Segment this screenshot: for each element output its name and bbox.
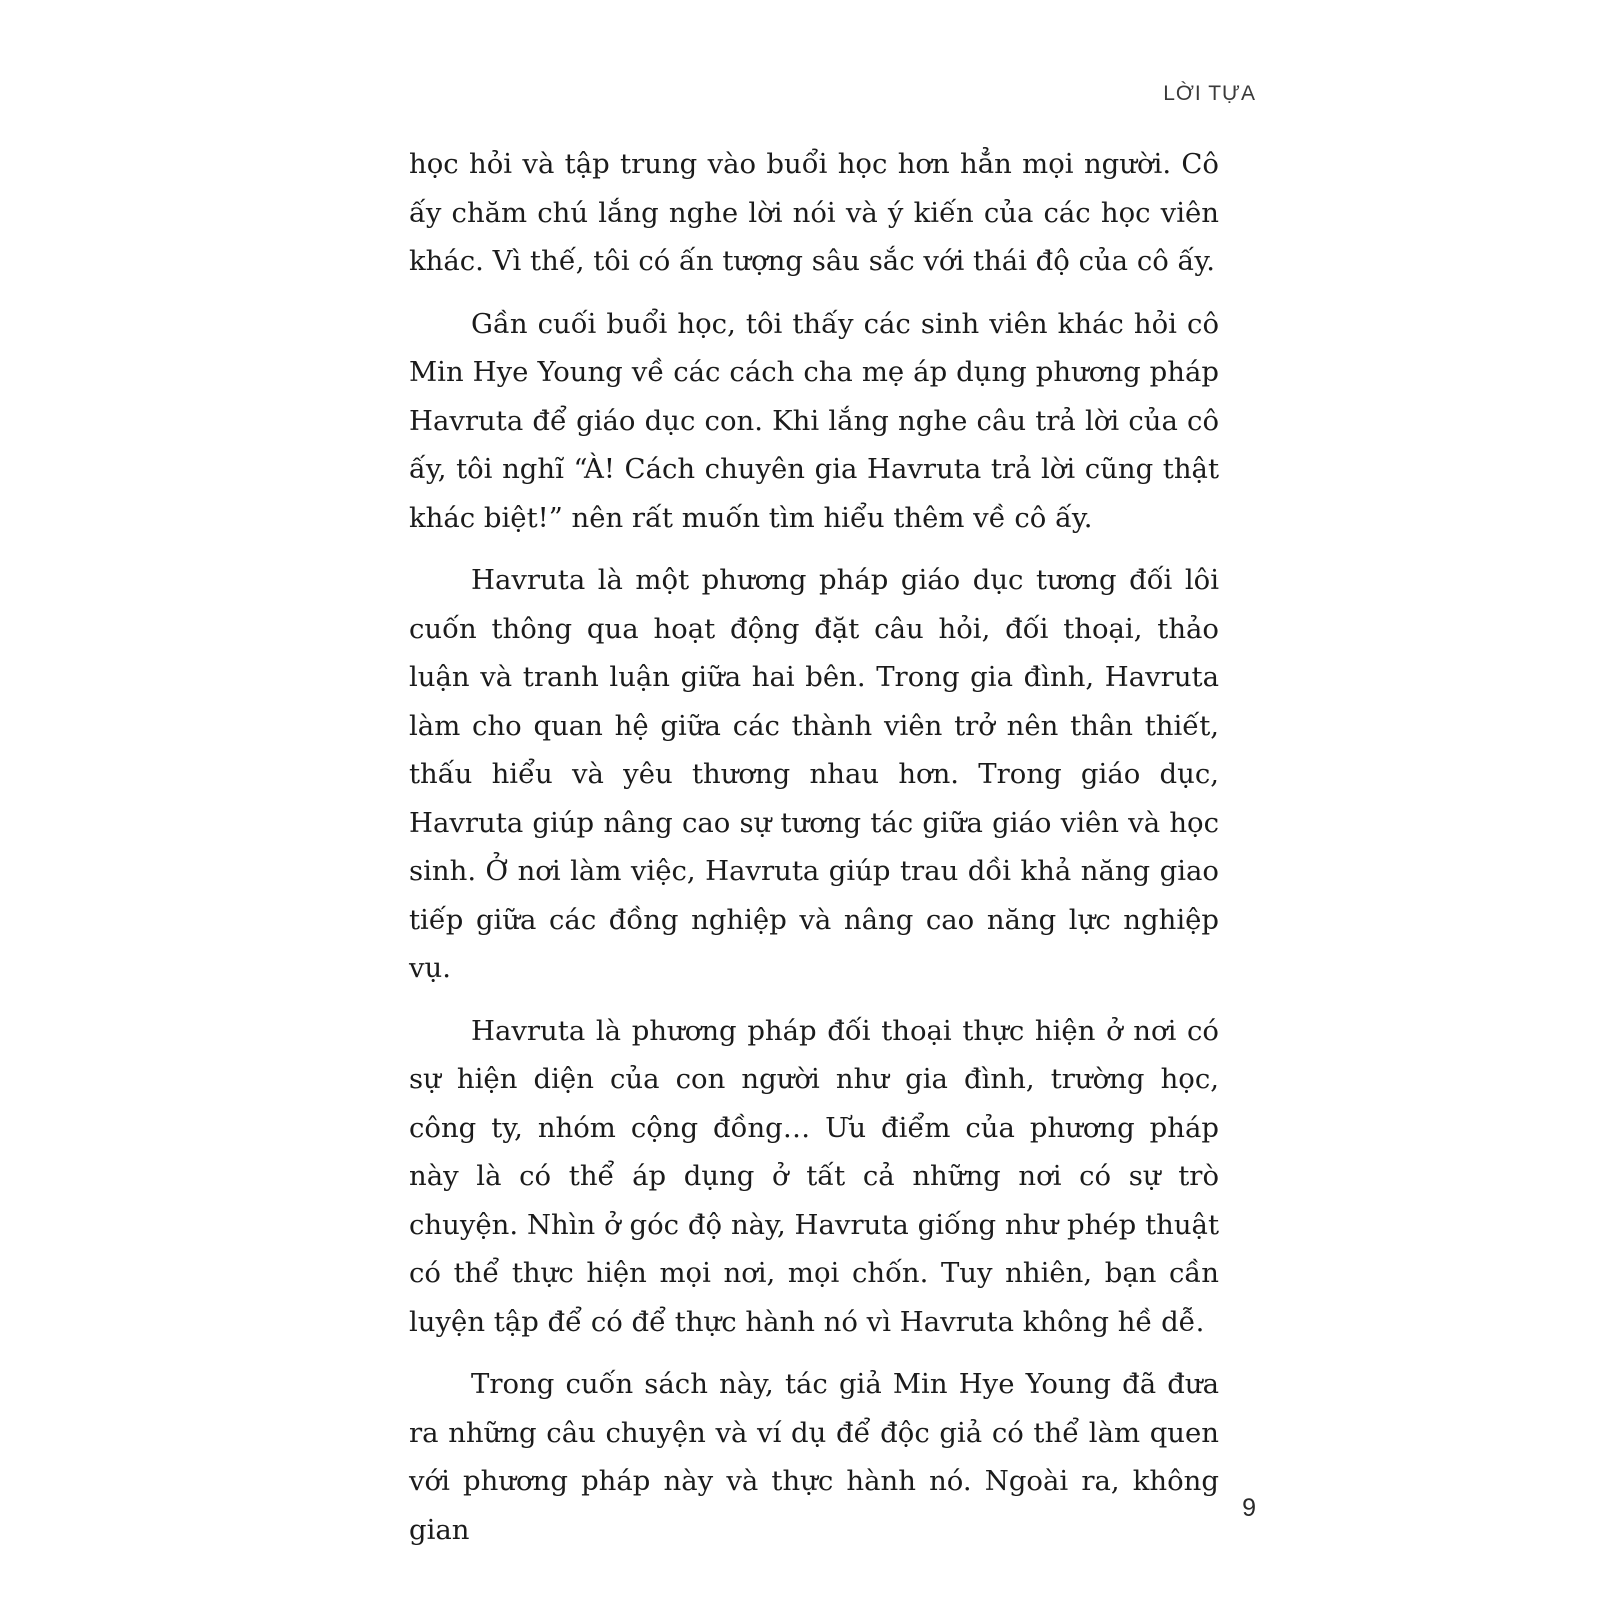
paragraph-1-continued: học hỏi và tập trung vào buổi học hơn hẳn mọi người. Cô ấy chăm chú lắng nghe lời nói và ý kiến của các học viên khác. Vì thế, tôi có ấn tượng sâu sắc với thái độ của cô ấy. — [409, 148, 1219, 277]
paragraph-5-continues: Trong cuốn sách này, tác giả Min Hye Young đã đưa ra những câu chuyện và ví dụ để độc giả có thể làm quen với phương pháp này và thực hành nó. Ngoài ra, không gian — [409, 1368, 1219, 1546]
paragraph-3: Havruta là một phương pháp giáo dục tương đối lôi cuốn thông qua hoạt động đặt câu hỏi, đối thoại, thảo luận và tranh luận giữa hai bên. Trong gia đình, Havruta làm cho quan hệ giữa các thành viên trở nên thân thiết, thấu hiểu và yêu thương nhau hơn. Trong giáo dục, Havruta giúp nâng cao sự tương tác giữa giáo viên và học sinh. Ở nơi làm việc, Havruta giúp trau dồi khả năng giao tiếp giữa các đồng nghiệp và nâng cao năng lực nghiệp vụ. — [409, 564, 1219, 984]
page-number: 9 — [1242, 1494, 1256, 1522]
body-text — [409, 140, 1219, 1568]
paragraph-2: Gần cuối buổi học, tôi thấy các sinh viên khác hỏi cô Min Hye Young về các cách cha mẹ áp dụng phương pháp Havruta để giáo dục con. Khi lắng nghe câu trả lời của cô ấy, tôi nghĩ “À! Cách chuyên gia Havruta trả lời cũng thật khác biệt!” nên rất muốn tìm hiểu thêm về cô ấy. — [409, 307, 1219, 534]
running-head-title: LỜI TỰA — [1163, 82, 1256, 105]
paragraph-4: Havruta là phương pháp đối thoại thực hiện ở nơi có sự hiện diện của con người như gia đình, trường học, công ty, nhóm cộng đồng… Ưu điểm của phương pháp này là có thể áp dụng ở tất cả những nơi có sự trò chuyện. Nhìn ở góc độ này, Havruta giống như phép thuật có thể thực hiện mọi nơi, mọi chốn. Tuy nhiên, bạn cần luyện tập để có để thực hành nó vì Havruta không hề dễ. — [409, 1014, 1219, 1338]
